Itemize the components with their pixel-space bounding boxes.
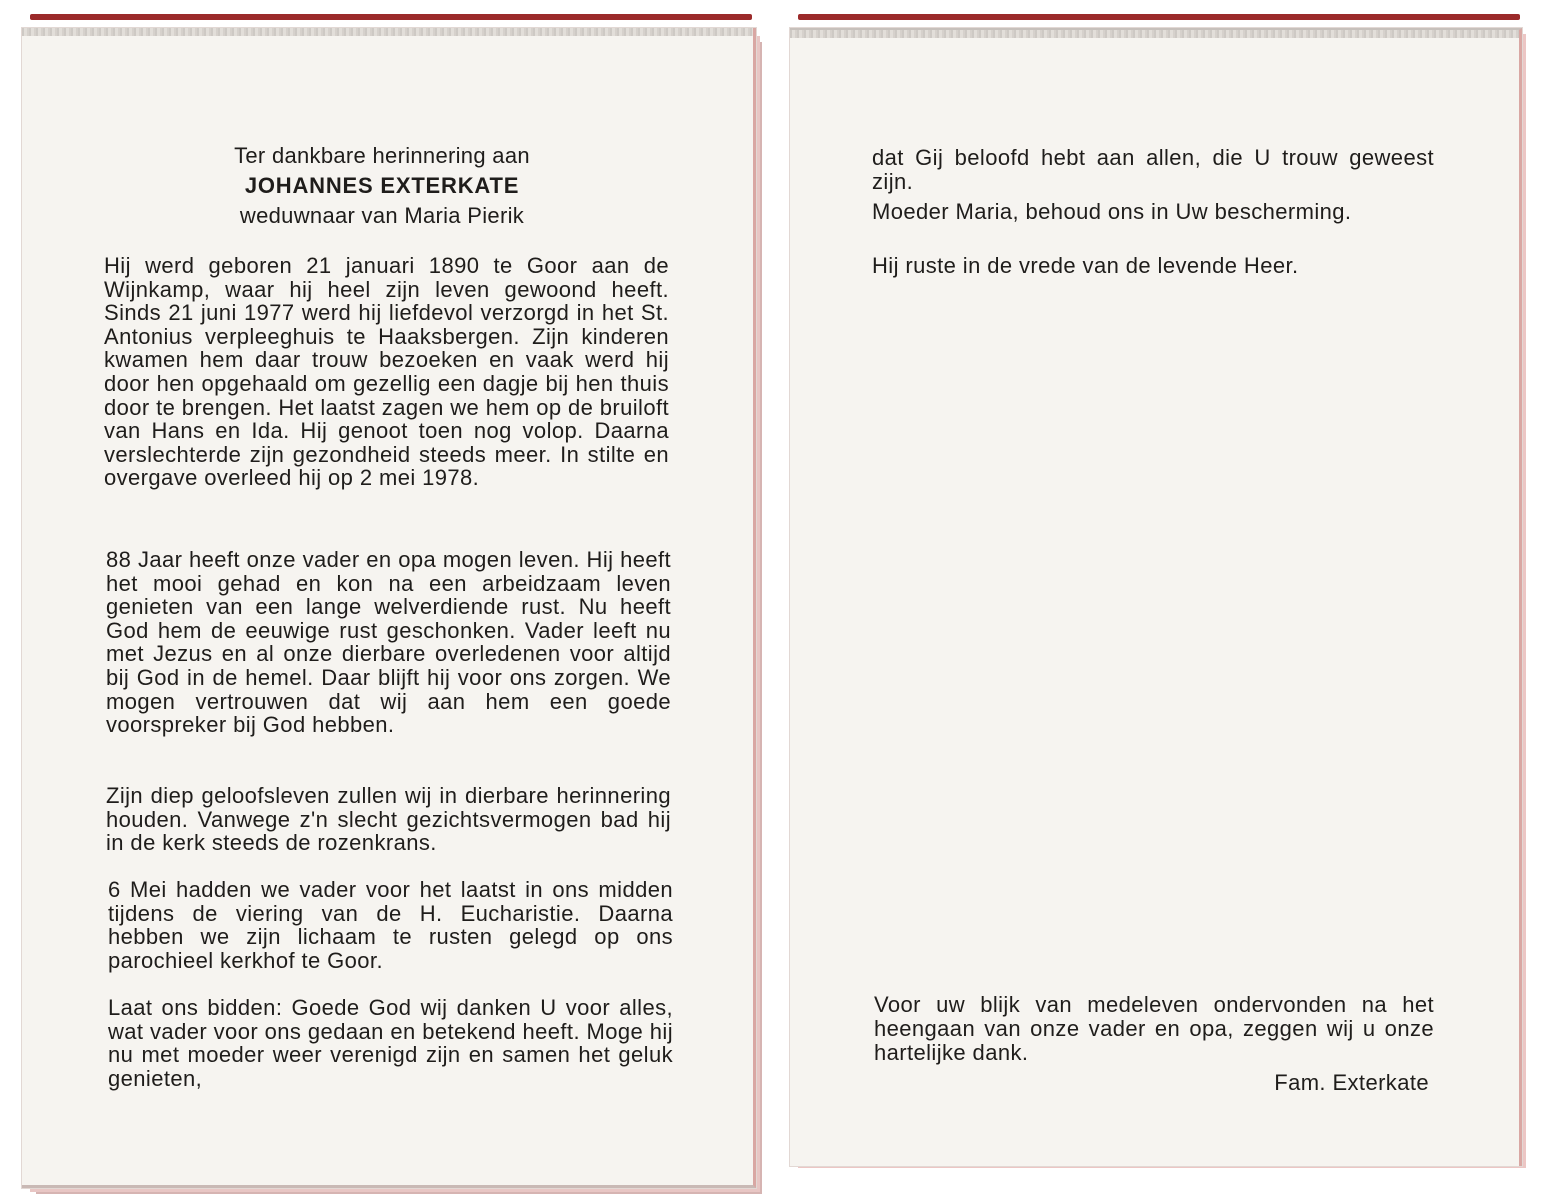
family-signature: Fam. Exterkate xyxy=(1274,1070,1429,1095)
prayer-continuation: dat Gij beloofd hebt aan allen, die U trouw geweest zijn. xyxy=(872,145,1434,194)
reflection-paragraph: 88 Jaar heeft onze vader en opa mogen leven. Hij heeft het mooi gehad en kon na een arbeidzaam leven genieten van een lange welverdiende rust. Nu heeft God hem de eeuwige rust geschonken. Vader leeft nu met Jezus en al onze dierbare overledenen voor altijd bij God in de hemel. Daar blijft hij voor ons zorgen. We mogen vertrouwen dat wij aan hem een goede voorspreker bij God hebben. xyxy=(106,547,671,738)
funeral-paragraph: 6 Mei hadden we vader voor het laatst in ons midden tijdens de viering van de H. Eucharistie. Daarna hebben we zijn lichaam te rusten gelegd op ons parochieel kerkhof te Goor. xyxy=(108,877,673,973)
thanks-paragraph: Voor uw blijk van medeleven ondervonden na het heengaan van onze vader en opa, zeggen wij u onze hartelijke dank. xyxy=(874,992,1434,1065)
biography-paragraph: Hij werd geboren 21 januari 1890 te Goor aan de Wijnkamp, waar hij heel zijn leven gewoond heeft. Sinds 21 juni 1977 werd hij liefdevol verzorgd in het St. Antonius verpleeghuis te Haaksbergen. Zijn kinderen kwamen hem daar trouw bezoeken en vaak werd hij door hen opgehaald om gezellig een dagje bij hen thuis door te brengen. Het laatst zagen we hem op de bruiloft van Hans en Ida. Hij genoot toen nog volop. Daarna verslechterde zijn gezondheid steeds meer. In stilte en overgave overleed hij op 2 mei 1978. xyxy=(104,253,670,491)
card-top-edge xyxy=(22,28,753,36)
rest-in-peace-line: Hij ruste in de vrede van de levende Heer. xyxy=(872,253,1299,278)
left-card-red-edge xyxy=(30,14,752,20)
card-heading xyxy=(112,141,652,231)
memorial-card-left xyxy=(22,28,756,1188)
faith-paragraph: Zijn diep geloofsleven zullen wij in dierbare herinnering houden. Vanwege z'n slecht gezichtsvermogen bad hij in de kerk steeds de rozenkrans. xyxy=(106,783,671,856)
card-top-edge xyxy=(790,30,1519,38)
intro-line: Ter dankbare herinnering aan xyxy=(234,143,530,168)
memorial-card-right xyxy=(790,28,1522,1166)
prayer-paragraph: Laat ons bidden: Goede God wij danken U voor alles, wat vader voor ons gedaan en betekend heeft. Moge hij nu met moeder weer verenigd zijn en samen het geluk genieten, xyxy=(108,995,673,1091)
mary-prayer-line: Moeder Maria, behoud ons in Uw bescherming. xyxy=(872,199,1352,224)
right-card-red-edge xyxy=(798,14,1520,20)
subtitle-line: weduwnaar van Maria Pierik xyxy=(239,203,525,228)
deceased-name: JOHANNES EXTERKATE xyxy=(244,173,520,198)
